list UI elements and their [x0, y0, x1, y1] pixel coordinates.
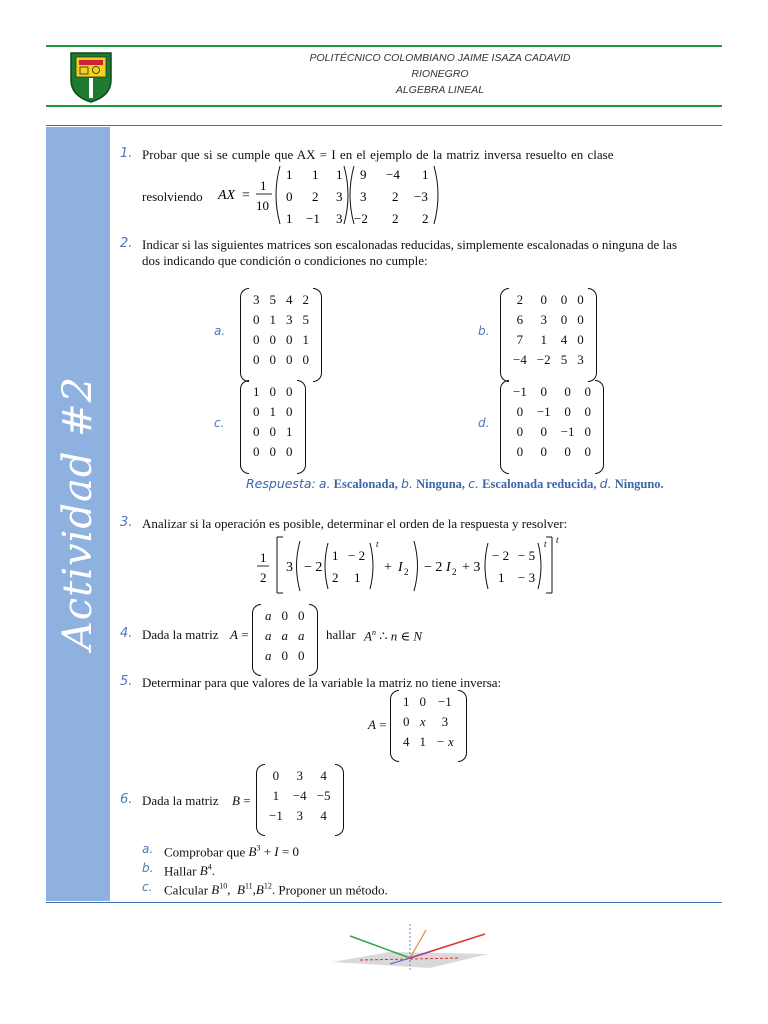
matrix-cell: 0 [564, 444, 571, 459]
matrix-cell: a [298, 628, 305, 643]
left-parenthesis [256, 764, 265, 836]
svg-text:3: 3 [286, 560, 293, 575]
svg-text:− 5: − 5 [518, 548, 536, 563]
matrix-cell: 0 [269, 332, 276, 347]
matrix-c-label: c. [214, 416, 225, 430]
matrix-cell: 0 [253, 352, 260, 367]
matrix-cell: 0 [584, 384, 592, 399]
sub-c-label: c. [142, 880, 153, 894]
matrix-cell: 1 [253, 384, 260, 399]
matrix-cell: −1 [536, 404, 551, 419]
sub-a-formula: $B^3 + I = 0$ [248, 844, 299, 860]
sub-b-text [164, 859, 215, 879]
matrix-cell: 0 [269, 352, 276, 367]
item-4-post: hallar [326, 627, 356, 642]
sub-a-text [164, 840, 299, 860]
matrix-cell: a [281, 628, 288, 643]
svg-text:− 2: − 2 [424, 560, 443, 575]
matrix-cell: a [265, 608, 272, 623]
right-parenthesis [458, 690, 467, 762]
svg-text:− 2: − 2 [348, 548, 366, 563]
item-1-resolviendo: resolviendo [142, 189, 203, 204]
sub-c-formula: $B^{10}$, $B^{11},B^{12}$. [211, 882, 276, 898]
answer-b-label: b. [401, 476, 413, 491]
answer-b: Ninguna, [416, 477, 466, 491]
item-4-formula: $A^n$ ∴ n ∈ N [364, 628, 423, 644]
matrix-cell: 0 [269, 444, 276, 459]
matrix-cell: 3 [540, 312, 548, 327]
matrix-cell: 0 [281, 648, 288, 663]
svg-text:+ 3: + 3 [462, 560, 481, 575]
left-parenthesis [240, 380, 249, 474]
matrix-cell: −1 [437, 694, 452, 709]
matrix-cell: 0 [269, 384, 276, 399]
svg-text:I: I [398, 560, 403, 575]
answer-line [246, 476, 664, 492]
matrix-cell: 4 [320, 808, 327, 823]
answer-c: Escalonada reducida, [482, 477, 597, 491]
answer-a-label: a. [318, 476, 331, 491]
answer-d-label: d. [599, 476, 612, 491]
matrix-d [500, 380, 604, 464]
matrix-c [240, 380, 306, 464]
matrix-cell: 0 [540, 384, 548, 399]
school-crest-logo [68, 50, 114, 104]
sub-a-label: a. [142, 842, 154, 856]
svg-text:1: 1 [286, 211, 293, 226]
matrix-cell: x [419, 714, 426, 729]
matrix-cell: 0 [516, 404, 524, 419]
matrix-cell: 5 [302, 312, 309, 327]
matrix-5 [390, 690, 467, 754]
svg-text:2: 2 [452, 567, 457, 577]
matrix-cell: 0 [584, 404, 592, 419]
item-4-pre: Dada la matriz [142, 627, 219, 642]
svg-text:− 2: − 2 [492, 548, 510, 563]
svg-text:2: 2 [260, 570, 267, 585]
item-5-A-label: A = [368, 717, 387, 732]
matrix-cell: 1 [403, 694, 410, 709]
svg-text:1: 1 [422, 167, 429, 182]
item-1-statement: Probar que si se cumple que AX = I en el ejemplo de la matriz inversa resuelto en clase [142, 147, 614, 162]
svg-text:−3: −3 [414, 189, 428, 204]
matrix-cell: 4 [286, 292, 293, 307]
sub-b-label: b. [142, 861, 154, 875]
matrix-cell: −4 [292, 788, 307, 803]
footer-3d-axes-graphic [330, 922, 490, 972]
item-3-expression [250, 535, 590, 597]
matrix-cell: 3 [286, 312, 293, 327]
svg-text:t: t [376, 539, 379, 549]
matrix-cell: 0 [419, 694, 426, 709]
svg-text:2: 2 [422, 211, 429, 226]
institution-name: POLITÉCNICO COLOMBIANO JAIME ISAZA CADAVID [309, 52, 571, 64]
left-parenthesis [240, 288, 249, 382]
matrix-cell: 1 [286, 424, 293, 439]
matrix-cell: 5 [560, 352, 568, 367]
matrix-cell: 0 [577, 332, 584, 347]
svg-text:1: 1 [498, 570, 505, 585]
header-top-rule [46, 45, 722, 47]
svg-text:AX: AX [218, 188, 236, 203]
matrix-cell: 0 [286, 444, 293, 459]
item-6-B-label: B = [232, 793, 251, 808]
matrix-cell: 1 [419, 734, 426, 749]
item-number-2: 2. [120, 236, 133, 251]
right-parenthesis [297, 380, 306, 474]
matrix-cell: a [265, 648, 272, 663]
matrix-cell: 0 [403, 714, 410, 729]
matrix-cell: 0 [269, 424, 276, 439]
matrix-cell: − x [436, 734, 454, 749]
sub-b-formula: $B^4$. [199, 863, 215, 879]
matrix-cell: 2 [516, 292, 524, 307]
svg-text:3: 3 [360, 189, 367, 204]
matrix-cell: −5 [316, 788, 331, 803]
sub-c-statement: Calcular [164, 882, 209, 898]
matrix-cell: 0 [540, 444, 548, 459]
matrix-b-label: b. [478, 324, 490, 338]
item-2-line2: dos indicando que condición o condiciones no cumple: [142, 253, 428, 268]
city-name: RIONEGRO [411, 68, 469, 80]
sub-c-post: Proponer un método. [278, 882, 388, 898]
svg-text:2: 2 [392, 189, 399, 204]
matrix-cell: 0 [286, 404, 293, 419]
matrix-cell: 0 [560, 312, 568, 327]
matrix-4 [252, 604, 318, 668]
matrix-cell: 0 [302, 352, 309, 367]
matrix-cell: 0 [540, 424, 548, 439]
matrix-cell: −1 [560, 424, 575, 439]
matrix-cell: 0 [286, 332, 293, 347]
right-parenthesis [309, 604, 318, 676]
matrix-cell: 3 [441, 714, 449, 729]
svg-text:9: 9 [360, 167, 367, 182]
svg-text:1: 1 [260, 178, 267, 193]
svg-text:2: 2 [312, 189, 319, 204]
matrix-cell: 4 [403, 734, 410, 749]
right-parenthesis [595, 380, 604, 474]
item-number-1: 1. [120, 146, 133, 161]
matrix-cell: 0 [516, 444, 524, 459]
matrix-d-label: d. [478, 416, 490, 430]
matrix-cell: 1 [540, 332, 548, 347]
svg-text:=: = [242, 188, 250, 203]
answer-d: Ninguno. [614, 477, 664, 491]
header-bottom-rule [46, 105, 722, 107]
matrix-cell: 0 [253, 332, 260, 347]
svg-text:−1: −1 [306, 211, 320, 226]
sub-b-statement: Hallar [164, 863, 197, 879]
svg-text:t: t [556, 535, 559, 545]
matrix-cell: −1 [513, 384, 527, 399]
svg-text:2: 2 [392, 211, 399, 226]
matrix-cell: 4 [320, 768, 327, 783]
matrix-cell: 1 [269, 312, 276, 327]
matrix-cell: −2 [536, 352, 551, 367]
item-number-6: 6. [120, 792, 133, 807]
matrix-cell: −4 [513, 352, 527, 367]
item-1-equation [214, 160, 454, 230]
matrix-a-label: a. [214, 324, 226, 338]
matrix-cell: 0 [272, 768, 280, 783]
svg-text:− 3: − 3 [518, 570, 536, 585]
item-number-4: 4. [120, 626, 133, 641]
svg-text:10: 10 [256, 198, 269, 213]
matrix-cell: 7 [516, 332, 524, 347]
matrix-cell: 1 [269, 404, 276, 419]
matrix-cell: 0 [253, 444, 260, 459]
item-4-A-label: A = [230, 627, 249, 642]
matrix-cell: 0 [564, 384, 571, 399]
matrix-cell: 0 [298, 608, 305, 623]
item-5-text: Determinar para que valores de la variable la matriz no tiene inversa: [142, 675, 502, 690]
svg-text:2: 2 [404, 567, 409, 577]
content-top-rule [46, 125, 722, 126]
matrix-cell: 0 [584, 424, 592, 439]
svg-text:0: 0 [286, 189, 293, 204]
matrix-a [240, 288, 322, 372]
matrix-cell: 0 [516, 424, 524, 439]
matrix-cell: 0 [584, 444, 592, 459]
matrix-cell: 2 [302, 292, 309, 307]
matrix-cell: a [265, 628, 272, 643]
course-name: ALGEBRA LINEAL [395, 84, 485, 96]
matrix-cell: 3 [253, 292, 260, 307]
svg-text:−2: −2 [354, 211, 368, 226]
matrix-cell: 0 [564, 404, 571, 419]
matrix-cell: 0 [253, 312, 260, 327]
matrix-cell: −1 [269, 808, 283, 823]
matrix-cell: 1 [272, 788, 280, 803]
svg-text:t: t [544, 539, 547, 549]
left-parenthesis [390, 690, 399, 762]
svg-text:1: 1 [286, 167, 293, 182]
answer-label: Respuesta: [246, 476, 316, 491]
header-title [240, 50, 640, 98]
matrix-6 [256, 764, 344, 828]
svg-text:1: 1 [260, 550, 267, 565]
matrix-cell: 3 [577, 352, 584, 367]
svg-text:1: 1 [312, 167, 319, 182]
sub-a-statement: Comprobar que [164, 844, 246, 860]
answer-a: Escalonada, [333, 477, 398, 491]
matrix-cell: 0 [560, 292, 568, 307]
answer-c-label: c. [468, 476, 480, 491]
matrix-cell: 0 [286, 384, 293, 399]
matrix-cell: 0 [253, 404, 260, 419]
matrix-cell: 0 [577, 312, 584, 327]
svg-text:1: 1 [354, 570, 361, 585]
sub-c-text [164, 878, 388, 898]
matrix-cell: 1 [302, 332, 309, 347]
item-number-3: 3. [120, 515, 133, 530]
svg-text:3: 3 [336, 211, 343, 226]
right-parenthesis [313, 288, 322, 382]
sidebar-title: Actividad #2 [55, 375, 101, 651]
matrix-cell: 0 [253, 424, 260, 439]
svg-text:− 2: − 2 [304, 560, 323, 575]
matrix-b [500, 288, 597, 372]
matrix-cell: 0 [281, 608, 288, 623]
matrix-cell: 3 [296, 808, 304, 823]
matrix-cell: 3 [296, 768, 304, 783]
matrix-cell: 0 [577, 292, 584, 307]
right-parenthesis [335, 764, 344, 836]
svg-text:1: 1 [332, 548, 339, 563]
matrix-cell: 0 [286, 352, 293, 367]
content-bottom-rule [46, 902, 722, 903]
item-3-text: Analizar si la operación es posible, determinar el orden de la respuesta y resolver: [142, 516, 568, 531]
svg-text:+: + [384, 560, 392, 575]
matrix-cell: 5 [269, 292, 276, 307]
matrix-cell: 0 [540, 292, 548, 307]
item-number-5: 5. [120, 674, 133, 689]
svg-text:1: 1 [336, 167, 343, 182]
matrix-cell: 0 [298, 648, 305, 663]
item-6-pre: Dada la matriz [142, 793, 219, 808]
left-parenthesis [500, 380, 509, 474]
svg-text:−4: −4 [386, 167, 400, 182]
left-parenthesis [500, 288, 509, 382]
item-2-line1: Indicar si las siguientes matrices son escalonadas reducidas, simplemente escalonadas o ninguna de las [142, 237, 677, 252]
svg-text:3: 3 [336, 189, 343, 204]
left-parenthesis [252, 604, 261, 676]
svg-text:I: I [446, 560, 451, 575]
right-parenthesis [588, 288, 597, 382]
matrix-cell: 4 [560, 332, 568, 347]
svg-text:2: 2 [332, 570, 339, 585]
matrix-cell: 6 [516, 312, 524, 327]
